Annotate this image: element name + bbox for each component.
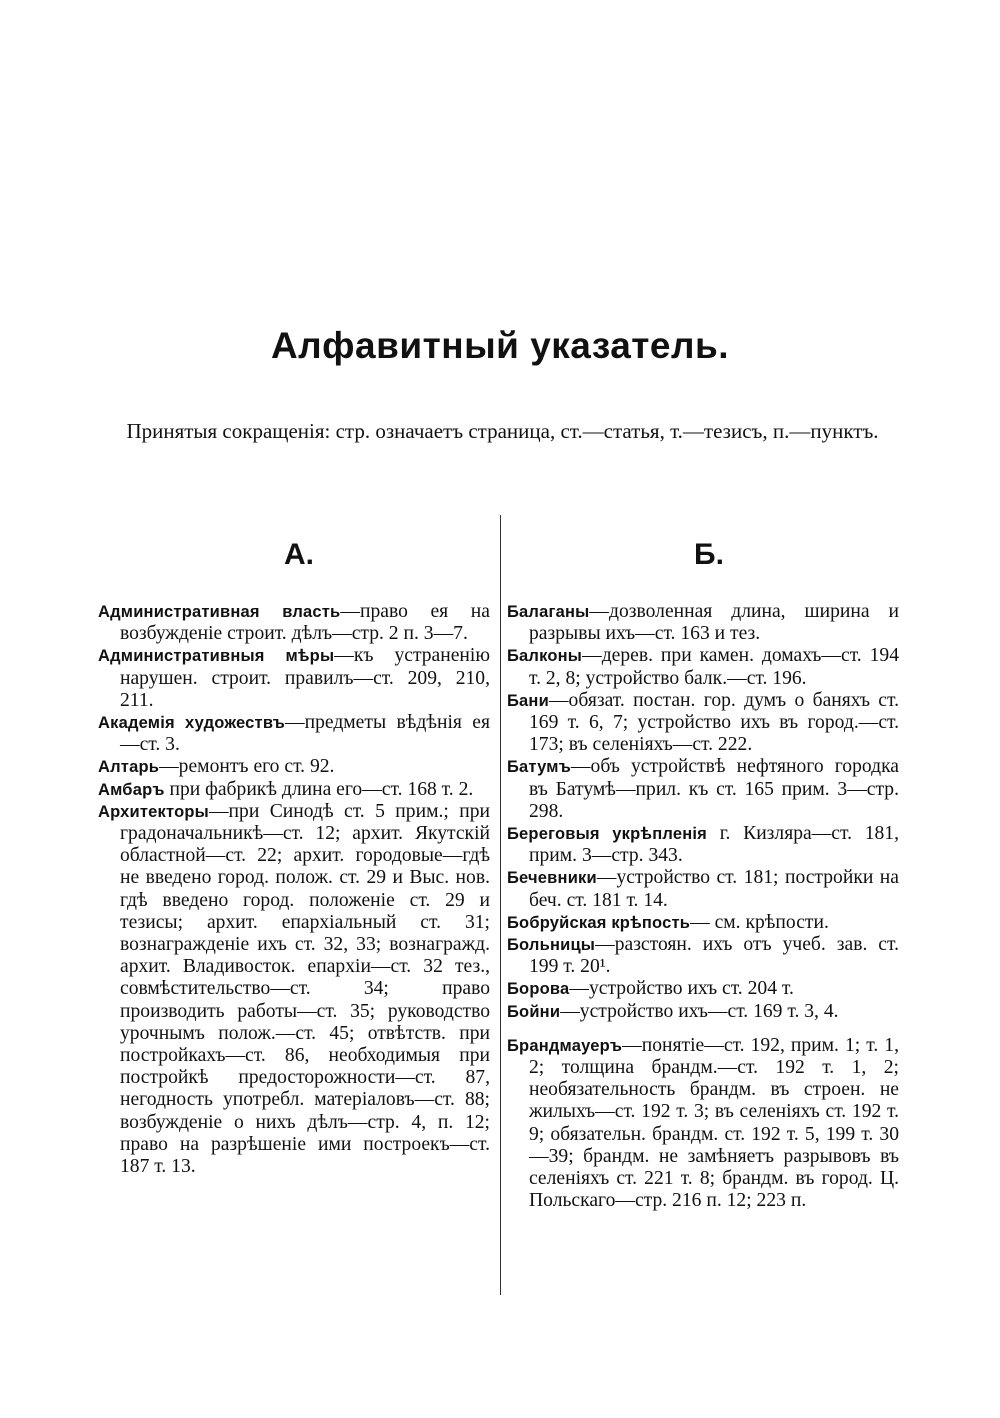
index-entry [507, 601, 899, 645]
index-term: Балаганы [507, 603, 590, 621]
index-entry [507, 1035, 899, 1213]
index-text: —устройство ст. 181; постройки на беч. ст. 181 т. 14. [529, 867, 899, 911]
index-entry [507, 690, 899, 757]
index-entry [98, 601, 490, 645]
index-text: при фабрикѣ длина его—ст. 168 т. 2. [164, 778, 474, 800]
index-entry [98, 779, 490, 801]
index-text: —объ устройствѣ нефтяного городка въ Батумѣ—прил. къ ст. 165 прим. 3—стр. 298. [529, 756, 899, 822]
index-entry [98, 712, 490, 756]
index-column-a [98, 601, 490, 1178]
index-text: —при Синодѣ ст. 5 прим.; при градоначальникѣ—ст. 12; архит. Якутскій областной—ст. 22; архит. городовые—гдѣ не введено город. полож. ст. 29 и Выс. нов. гдѣ введено город. положеніе ст. 29 и тезисы; архит. епархіальный ст. 31; вознагражденіе ихъ ст. 32, 33; вознагражд. архит. Владивосток. епархіи—ст. 32 тез., совмѣстительство—ст. 34; право производить работы—ст. 35; руководство урочнымъ полож.—ст. 45; отвѣтств. при постройкахъ—ст. 86, необходимыя при постройкѣ предосторожности—ст. 87, негодность употребл. матеріаловъ—ст. 88; возбужденіе о нихъ дѣлъ—стр. 4, п. 12; право на разрѣшеніе ими построекъ—ст. 187 т. 13. [120, 800, 490, 1178]
index-text: —разстоян. ихъ отъ учеб. зав. ст. 199 т. 20¹. [529, 934, 899, 978]
index-entry [507, 645, 899, 689]
index-term: Брандмауеръ [507, 1036, 623, 1055]
index-term: Бойни [507, 1002, 561, 1021]
abbreviations-note: Принятыя сокращенія: стр. означаетъ страница, ст.—статья, т.—тезисъ, п.—пунктъ. [126, 419, 879, 443]
index-text: —предметы вѣдѣнія ея—ст. 3. [120, 712, 490, 756]
index-text: —устройство ихъ ст. 204 т. [569, 978, 794, 1000]
index-text: —дозволенная длина, ширина и разрывы ихъ—ст. 163 и тез. [529, 601, 899, 645]
index-text: —право ея на возбужденіе строит. дѣлъ—стр. 2 п. 3—7. [120, 601, 490, 645]
index-term: Амбаръ [98, 780, 165, 799]
index-entry [507, 756, 899, 823]
index-text: —устройство ихъ—ст. 169 т. 3, 4. [560, 1000, 839, 1022]
index-term: Балконы [507, 647, 583, 666]
index-term: Больницы [507, 936, 596, 955]
index-text: —обязат. постан. гор. думъ о баняхъ ст. 169 т. 6, 7; устройство ихъ въ город.—ст. 173; въ селеніяхъ—ст. 222. [529, 689, 899, 756]
index-term: Архитекторы [98, 802, 209, 821]
index-term: Бечевники [507, 869, 597, 888]
page-title: Алфавитный указатель. [270, 325, 730, 366]
index-column-b [507, 601, 899, 1212]
index-entry [507, 978, 899, 1000]
index-term: Бобруйская крѣпость [507, 913, 691, 932]
index-text: —къ устраненію нарушен. строит. правилъ—ст. 209, 210, 211. [120, 645, 491, 711]
index-term: Борова [507, 980, 570, 999]
index-text: —ремонтъ его ст. 92. [159, 756, 335, 778]
index-text: г. Кизляра—ст. 181, прим. 3—стр. 343. [529, 823, 899, 867]
index-text: —дерев. при камен. домахъ—ст. 194 т. 2, 8; устройство балк.—ст. 196. [529, 645, 899, 689]
index-term: Административная власть [98, 603, 341, 621]
index-entry [98, 756, 490, 778]
index-entry [507, 912, 899, 934]
index-entry [507, 867, 899, 911]
index-term: Административныя мѣры [98, 647, 335, 666]
index-entry [98, 801, 490, 1178]
index-text: —понятіе—ст. 192, прим. 1; т. 1, 2; толщина брандм.—ст. 192 т. 1, 2; необязательность брандм. въ строен. не жилыхъ—ст. 192 т. 3; въ селеніяхъ ст. 192 т. 9; обязательн. брандм. ст. 192 т. 5, 199 т. 30—39; брандм. не замѣняетъ разрывовъ въ селеніяхъ ст. 221 т. 8; брандм. въ город. Ц. Польскаго—стр. 216 п. 12; 223 п. [529, 1034, 899, 1212]
index-entry [507, 934, 899, 978]
index-text: — см. крѣпости. [690, 911, 829, 933]
index-term: Батумъ [507, 758, 571, 777]
index-term: Береговыя укрѣпленія [507, 825, 707, 844]
index-term: Бани [507, 691, 549, 710]
index-entry [507, 823, 899, 867]
section-letter-a: А. [284, 538, 314, 571]
index-entry [507, 1001, 899, 1023]
index-term: Алтарь [98, 758, 160, 777]
column-divider [500, 515, 501, 1295]
section-letter-b: Б. [694, 538, 724, 571]
index-entry [98, 645, 490, 712]
index-term: Академія художествъ [98, 714, 285, 733]
